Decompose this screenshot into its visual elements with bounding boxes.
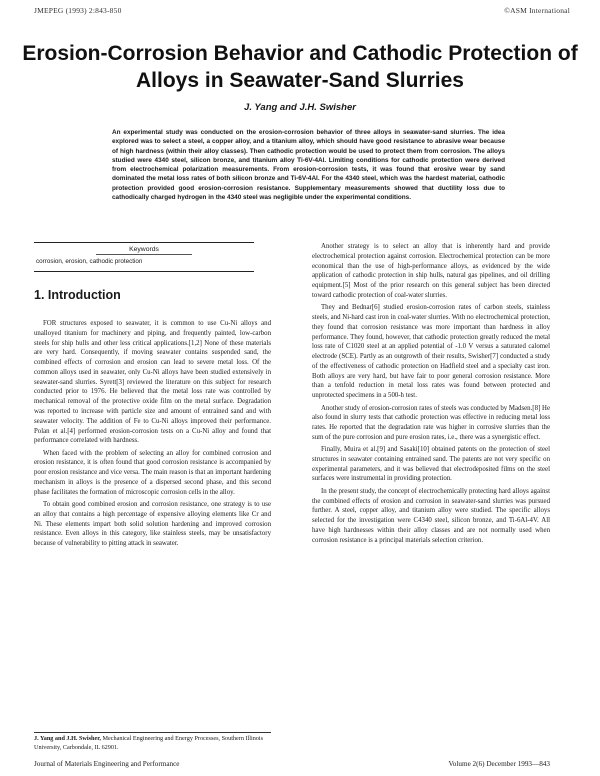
paragraph: Another strategy is to select an alloy that is inherently hard and provide electrochemical protection against corrosion. Electrochemical protection can be more economical than the use of high-performance alloys, as evidenced by the wide application of cathodic protection in ship hulls, natural gas pipelines, and oil drilling equipment.[5] Most of the prior research on this general subject has been directed toward cathodic protection of coal-water slurries. (312, 243, 550, 299)
right-column (312, 242, 550, 545)
section-heading-introduction: 1. Introduction (34, 288, 121, 302)
running-header-right: ©ASM International (504, 6, 570, 15)
author-footnote (34, 735, 271, 752)
footer-journal: Journal of Materials Engineering and Performance (34, 760, 180, 768)
running-header-left: JMEPEG (1993) 2:843-850 (34, 6, 122, 15)
paragraph: To obtain good combined erosion and corrosion resistance, one strategy is to use an alloy that contains a high percentage of expensive alloying elements like Cr and Ni. These elements impart both solid solution hardening and improved corrosion resistance. Even alloys in this category, like stainless steels, may be unsatisfactory because of vulnerability to pitting attack in seawater. (34, 501, 271, 548)
paragraph: Another study of erosion-corrosion rates of steels was conducted by Madsen.[8] He also found in slurry tests that cathodic protection was effective in reducing metal loss rates. He reported that the degradation rate was higher in corrosive slurries than the sum of the pure corrosion and pure erosion rates, i.e., there was a synergistic effect. (312, 404, 550, 441)
footnote-affiliation: Mechanical Engineering and Energy Processes, Southern Illinois University, Carbondale, IL 62901. (34, 735, 264, 751)
left-column (34, 319, 271, 549)
keywords-divider (96, 254, 192, 255)
keywords-box (34, 242, 254, 272)
footnote-authors: J. Yang and J.H. Swisher, (34, 735, 101, 742)
footnote-rule (34, 732, 271, 733)
paragraph: They and Bednar[6] studied erosion-corrosion rates of carbon steels, stainless steels, and Ni-hard cast iron in coal-water slurries. With no electrochemical protection, they found that corrosion resistance was more important than hardness in alloy performance. They found, however, that cathodic protection greatly reduced the metal loss rate of C1020 steel at an applied potential of -1.0 V versus a saturated calomel electrode (SCE). Partly as an outgrowth of their results, Swisher[7] conducted a study of the effectiveness of cathodic protection on Hadfield steel and a specialty cast iron. Both alloys are very hard, but have fair to poor general corrosion resistance. More than a tenfold reduction in metal loss rates was found between protected and unprotected specimens in a 500-h test. (312, 304, 550, 400)
paragraph: When faced with the problem of selecting an alloy for combined corrosion and erosion resistance, it is often found that good corrosion resistance is accompanied by poor erosion resistance and vice versa. The main reason is that an important hardening mechanism in alloys is the presence of a dispersed second phase, and this second phase facilitates the formation of microscopic corrosion cells in the alloy. (34, 449, 271, 496)
keywords-text: corrosion, erosion, cathodic protection (36, 258, 143, 265)
paragraph: FOR structures exposed to seawater, it is common to use Cu-Ni alloys and unalloyed titanium for machinery and piping, and frequently painted, low-carbon steels for ship hulls and other less critical applications.[1,2] None of these materials are very hard. Consequently, if moving seawater contains suspended sand, the combined effects of corrosion and erosion can lead to severe metal loss. Of the common alloys used in seawater, only Cu-Ni alloys have been studied extensively in seawater-sand slurries. Syrett[3] reviewed the literature on this subject for research conducted prior to 1976. He believed that the metal loss rate was controlled by mechanical removal of the protective oxide film on the metal surface. Degradation was reported to increase with particle size and amount of entrained sand and with seawater velocity. The addition of Fe to Cu-Ni alloys improved their performance. Polan et al.[4] performed erosion-corrosion tests on a Cu-Ni alloy and found that performance correlated with hardness. (34, 320, 271, 445)
footer-volume-page: Volume 2(6) December 1993—843 (448, 760, 550, 768)
paper-authors: J. Yang and J.H. Swisher (244, 102, 356, 113)
keywords-title: Keywords (129, 246, 159, 253)
paper-title: Erosion-Corrosion Behavior and Cathodic Protection of Alloys in Seawater-Sand Slurries (22, 42, 578, 92)
paragraph: Finally, Muira et al.[9] and Sasaki[10] obtained patents on the protection of steel structures in seawater containing entrained sand. The patents are not very specific on experimental parameters, and it was believed that electrodeposited films on the steel surfaces were instrumental in providing protection. (312, 446, 550, 483)
paragraph: In the present study, the concept of electrochemically protecting hard alloys against the combined effects of erosion and corrosion in seawater-sand slurries was pursued further. A steel, copper alloy, and titanium alloy were studied. The specific alloys selected for the investigation were C4340 steel, silicon bronze, and Ti-6Al-4V. All have high hardnesses within their alloy classes and are not normally used when corrosion resistance is a principal materials selection criterion. (312, 487, 550, 544)
abstract: An experimental study was conducted on the erosion-corrosion behavior of three alloys in seawater-sand slurries. The idea explored was to select a steel, a copper alloy, and a titanium alloy, which should have good resistance to abrasive wear because of high hardness (within their alloy classes). Then cathodic protection would be used to protect them from corrosion. The alloys studied were 4340 steel, silicon bronze, and titanium alloy Ti-6V-4Al. Limiting conditions for cathodic protection were derived from electrochemical polarization measurements. From erosion-corrosion tests, it was found that erosive wear by sand dominated the metal loss rates of both silicon bronze and Ti-6V-4Al. For the 4340 steel, which was the hardest material, cathodic protection provided good erosion-corrosion resistance. Supplementary measurements showed that ductility loss due to cathodically charged hydrogen in the 4340 steel was negligible under the experimental conditions. (112, 129, 505, 202)
